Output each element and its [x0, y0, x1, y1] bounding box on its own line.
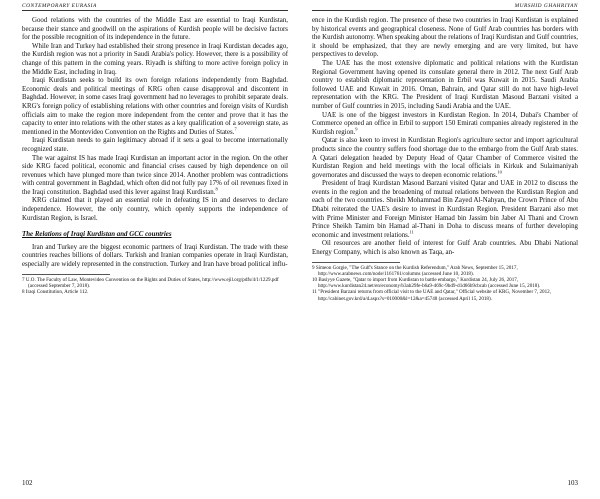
left-footnotes — [22, 277, 288, 296]
paragraph: Good relations with the countries of the Middle East are essential to Iraqi Kurdistan, because their stance and goodwill on the aspirations of Kurdish people will be decisive factors for the possible recognition of its independence in the future. — [22, 17, 288, 42]
right-page — [300, 0, 600, 499]
paragraph — [312, 137, 578, 180]
section-heading: The Relations of Iraqi Kurdistan and GCC countries — [22, 231, 172, 239]
footnote-marker: 9 — [355, 126, 358, 132]
footnote: 10 Basiyye Gazete, "Qatar to import from Kurdistan to battle embargo," Kurdistan 24, July 26, 2017, http://www.kurdistan24.net/en/economy/b3ab29fe-b6a9-469c-9bd9-d1d66b9cbcab (accessed June 15, 2018). — [312, 277, 541, 290]
paragraph: The UAE has the most extensive diplomatic and political relations with the Kurdistan Regional Government having opened its consulate general there in 2012. The next Gulf Arab country to establish diplomatic representation in Erbil was Kuwait in 2015. Saudi Arabia followed UAE and Kuwait in 2016. Oman, Bahrain, and Qatar still do not have high-level representation with the KRG. The President of Iraqi Kurdistan Masoud Barzani visited a number of Gulf countries in 2015, including Saudi Arabia and the UAE. — [312, 59, 578, 110]
paragraph — [312, 112, 578, 138]
paragraph-text: Iraqi Kurdistan seeks to build its own foreign relations independently from Baghdad. Economic deals and political meetings of KRG often cause disapproval and discontent in Baghdad. However, in some cases Iraqi government had no leverages to prohibit separate deals. KRG's foreign policy of establishing relations with other countries and foreign visits of Kurdish officials aim to make the region more independent from the center and prove that it has the capacity to enter into relations with the other states as a key qualification of a sovereign state, as mentioned in the Montevideo Convention on the Rights and Duties of States. — [22, 77, 288, 136]
footnote-rule — [22, 274, 110, 275]
footnote: 8 Iraqi Constitution, Article 112. — [22, 289, 89, 296]
right-body-text — [312, 17, 578, 258]
paragraph — [312, 180, 578, 240]
paragraph-text: The war against IS has made Iraqi Kurdistan an important actor in the region. On the other side KRG faced political, economic and financial crises caused by high dependence on oil revenues which have plunged more than twice since 2014. Another problem was contradictions with central government in Baghdad, which often did not fully pay 17% of oil revenues fixed in the Iraqi constitution. Baghdad used this lever against Iraqi Kurdistan. — [22, 154, 288, 196]
page-number-left: 102 — [22, 479, 33, 487]
right-footnotes — [312, 265, 578, 302]
paragraph: Oil resources are another field of interest for Gulf Arab countries. Abu Dhabi National Energy Company, which is also known as Taqa, an- — [312, 240, 578, 257]
footnote-rule — [312, 262, 400, 263]
paragraph: KRG claimed that it played an essential role in defeating IS in and deserves to declare independence. However, the only country, which openly supports the independence of Kurdistan Region, is Israel. — [22, 197, 288, 222]
paragraph: Iraqi Kurdistan needs to gain legitimacy abroad if it sets a goal to become internationally recognized state. — [22, 137, 288, 153]
page-number-right: 103 — [567, 479, 578, 487]
paragraph — [22, 155, 288, 198]
running-head-right: MURSHID GHAHRIYAN — [312, 2, 578, 11]
left-body-text — [22, 17, 288, 270]
running-head-left: CONTEMPORARY EURASIA — [22, 2, 288, 11]
paragraph: ence in the Kurdish region. The presence of these two countries in Iraqi Kurdistan is explained by historical events and geographical closeness. None of Gulf Arab countries has borders with the Kurdish autonomy. When speaking about the relations of Iraqi Kurdistan and Gulf countries, it should be emphasized, that they are newly emerging and are very limited, but have perspectives to develop. — [312, 17, 578, 59]
footnote-marker: 10 — [497, 169, 502, 175]
paragraph-text: Qatar is also keen to invest in Kurdistan Region's agriculture sector and import agricultural products since the country suffers food shortage due to the embargo from the Gulf Arab states. A Qatari delegation headed by Deputy Head of Qatar Chamber of Commerce visited the Kurdistan Region and held meetings with the local officials in Kirkuk and Sulaimaniyah governorates and discussed the ways to deepen economic relations. — [312, 137, 578, 179]
paragraph-text: President of Iraqi Kurdistan Masoud Barzani visited Qatar and UAE in 2012 to discuss the events in the region and the broadening of mutual relations between the Kurdistan Region and each of the two countries. Sheikh Mohammad Bin Zayed Al-Nahyan, the Crown Prince of Abu Dhabi reiterated the UAE's desire to invest in Kurdistan Region. President Barzani also met with Prime Minister and Foreign Minister Hamad bin Jassim bin Jaber Al Thani and Crown Prince Sheikh Tamim bin Hamad al-Thani in Doha to discuss means of further developing economic and investment relations. — [312, 180, 578, 239]
paragraph: While Iran and Turkey had established their strong presence in Iraqi Kurdistan decades ago, the Kurdish region was not a priority in Saudi Arabia's policy. However, there is a possibility of change of this pattern in the coming years. Riyadh is shifting to more active foreign policy in the Middle East, including in Iraq. — [22, 42, 288, 76]
footnote: 11 "President Barzani returns from official visit to the UAE and Qatar," Official website of KRG, November 7, 2012, http://cabinet.gov.krd/a/d.aspx?s=010000&l=12&a=45748 (accessed April 15, 2018). — [312, 289, 551, 302]
paragraph-text: UAE is one of the biggest investors in Kurdistan Region. In 2014, Dubai's Chamber of Commerce opened an office in Erbil to support 150 Emirati companies already registered in the Kurdish region. — [312, 111, 578, 136]
footnote-marker: 8 — [215, 186, 218, 192]
footnote-marker: 7 — [234, 126, 237, 132]
footnote-marker: 11 — [409, 229, 414, 235]
paragraph: Iran and Turkey are the biggest economic partners of Iraqi Kurdistan. The trade with these countries reaches billions of dollars. Turkish and Iranian companies operate in Iraqi Kurdistan, especially are widely represented in the construction. Turkey and Iran have broad political influ- — [22, 243, 288, 269]
paragraph — [22, 77, 288, 137]
footnote: 9 Simeon Gorgie, "The Gulf's Stance on the Kurdish Referendum," Arab News, September 15, 2017, http://www.arabnews.com/node/1161761/columns (accessed June 10, 2018). — [312, 264, 518, 277]
footnote: 7 U.O. The Faculty of Law, Montevideo Convention on the Rights and Duties of States, http://www.ejil.org/pdfs/4/1/1229.pdf (accessed September 7, 2018). — [22, 276, 279, 289]
